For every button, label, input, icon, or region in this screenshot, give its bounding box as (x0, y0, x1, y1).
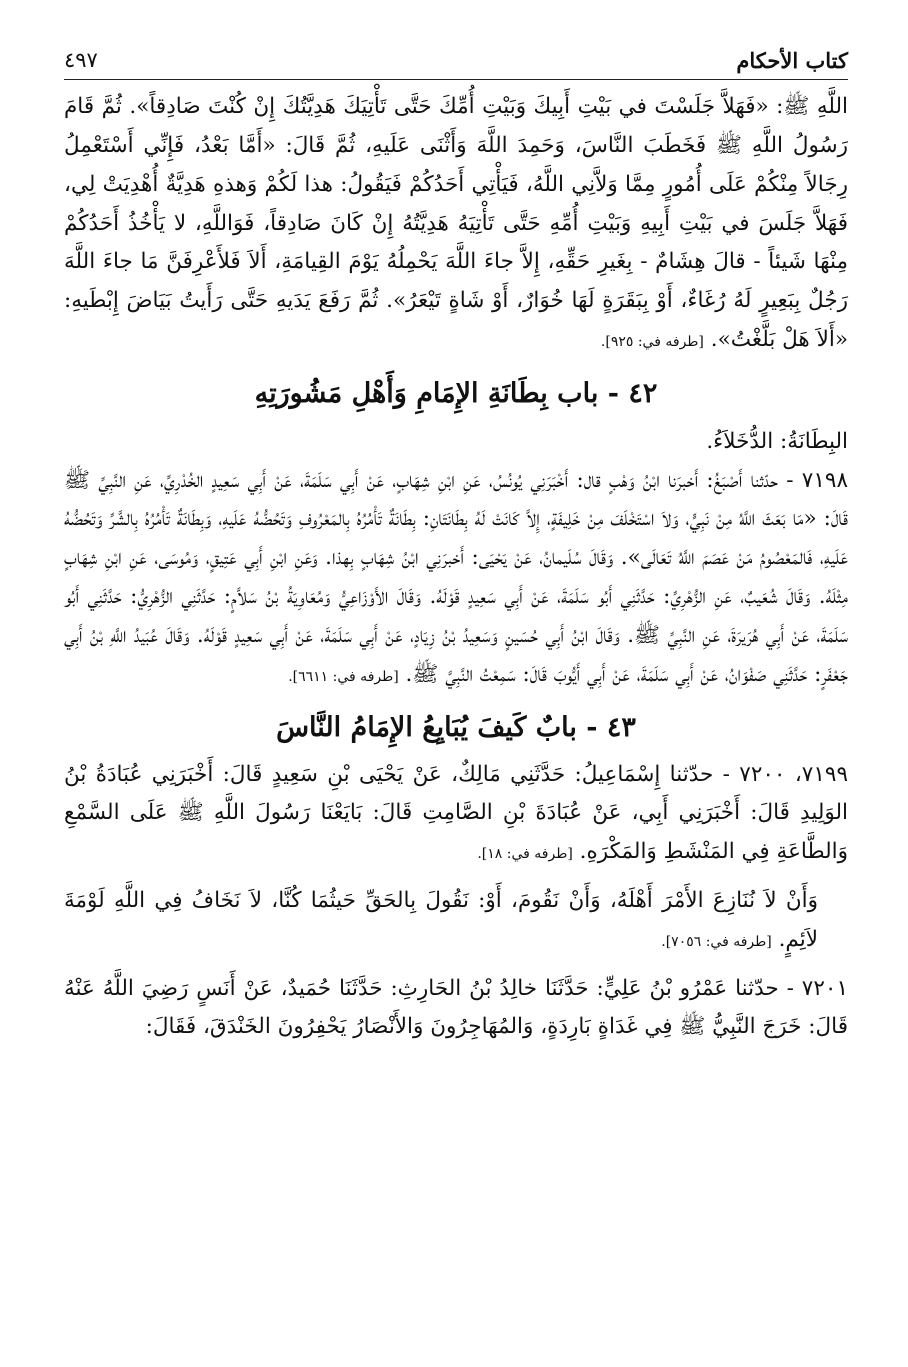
page-header (64, 48, 848, 80)
cross-reference: [طرفه في: ٩٢٥]. (600, 333, 704, 350)
paragraph-text: ٧١٩٩، ٧٢٠٠ - حدّثنا إِسْمَاعِيلُ: حَدَّثَنِي مَالِكٌ، عَنْ يَحْيَى بْنِ سَعِيدٍ قَالَ: أَخْبَرَنِي عُبَادَةُ بْنُ الوَلِيدِ قَالَ: أَخْبَرَنِي أَبِي، عَنْ عُبَادَةَ بْنِ الصَّامِتِ قَالَ: بَايَعْنَا رَسُولَ اللَّهِ ﷺ عَلَى السَّمْعِ وَالطَّاعَةِ فِي المَنْشَطِ وَالمَكْرَهِ. (64, 761, 848, 865)
book-title: كتاب الأحكام (736, 48, 848, 73)
cross-reference: [طرفه في: ٦٦١١]. (288, 668, 399, 685)
page-number: ٤٩٧ (64, 48, 98, 72)
hadith-continuation-2 (64, 882, 848, 962)
chapter-heading-42: ٤٢ - باب بِطَانَةِ الإِمَامِ وَأَهْلِ مَشُورَتِهِ (254, 377, 658, 409)
paragraph-text: وَأَنْ لاَ نُنَازِعَ الأَمْرَ أَهْلَهُ، وَأَنْ نَقُومَ، أَوْ: نَقُولَ بِالحَقِّ حَيثُمَا كُنَّا، لاَ نَخَافُ فِي اللَّهِ لَوْمَةَ لاَئِمٍ. (64, 887, 818, 952)
hadith-continuation (64, 88, 848, 362)
definition-text: البِطَانَةُ: الدُّخَلاَءُ. (706, 428, 848, 454)
cross-reference: [طرفه في: ١٨]. (477, 846, 573, 863)
hadith-7199-7200 (64, 756, 848, 874)
hadith-7198 (64, 462, 848, 697)
paragraph-text: ٧٢٠١ - حدّثنا عَمْرُو بْنُ عَلِيٍّ: حَدَّثَنَا خالِدُ بْنُ الحَارِثِ: حَدَّثَنَا حُمَيدٌ، عَنْ أَنَسٍ رَضِيَ اللَّهُ عَنْهُ قَالَ: خَرَجَ النَّبِيُّ ﷺ فِي غَدَاةٍ بَارِدَةٍ، وَالمُهَاجِرُونَ وَالأَنْصَارُ يَحْفِرُونَ الخَنْدَقَ، فَقَالَ: (64, 975, 848, 1040)
paragraph-text: اللَّهِ ﷺ: «فَهَلاَّ جَلَسْتَ في بَيْتِ أَبِيكَ وَبَيْتِ أُمِّكَ حَتَّى تَأْتِيَكَ هَدِيَّتُكَ إِنْ كُنْتَ صَادِقاً». ثُمَّ قَامَ رَسُولُ اللَّهِ ﷺ فَخَطَبَ النَّاسَ، وَحَمِدَ اللَّهَ وَأَثْنَى عَلَيهِ، ثُمَّ قَالَ: «أَمَّا بَعْدُ، فَإِنِّي أَسْتَعْمِلُ رِجَالاً مِنْكُمْ عَلَى أُمُورٍ مِمَّا وَلاَّنِي اللَّهُ، فَيَأْتِي أَحَدُكُمْ فَيَقُولُ: هذا لَكُمْ وَهذهِ هَدِيَّةٌ أُهْدِيَتْ لِي، فَهَلاَّ جَلَسَ في بَيْتِ أَبِيهِ وَبَيْتِ أُمِّهِ حَتَّى تَأْتِيَهُ هَدِيَّتُهُ إِنْ كَانَ صَادِقاً، فَوَاللَّهِ، لا يَأْخُذُ أَحَدُكُمْ مِنْهَا شَيئاً - قالَ هِشَامٌ - بِغَيرِ حَقِّهِ، إِلاَّ جاءَ اللَّهَ يَحْمِلُهُ يَوْمَ القِيامَةِ، أَلاَ فَلأَعْرِفَنَّ مَا جاءَ اللَّهَ رَجُلٌ بِبَعِيرٍ لَهُ رُغَاءٌ، أَوْ بِبَقَرَةٍ لَهَا خُوَارٌ، أَوْ شَاةٍ تَيْعَرُ». ثُمَّ رَفَعَ يَدَيهِ حَتَّى رَأَيتُ بَيَاضَ إِبْطَيهِ: «أَلاَ هَلْ بَلَّغْتُ». (64, 94, 848, 352)
chapter-heading-43: ٤٣ - بابٌ كَيفَ يُبَايِعُ الإِمَامُ النَّاسَ (276, 712, 636, 744)
paragraph-text: ٧١٩٨ - حدّثنا أَصْبَغُ: أَخبرَنا ابْنُ وَهْبٍ قال: أَخْبَرَنِي يُونُسُ، عَنِ ابْنِ شِهَابٍ، عَنْ أَبِي سَلَمَةَ، عَنْ أَبِي سَعِيدٍ الخُدْرِيِّ، عَنِ النَّبِيِّ ﷺ قَالَ: «مَا بَعَثَ اللَّهُ مِنْ نَبِيٍّ، وَلاَ اسْتَخْلَفَ مِنْ خَلِيفَةٍ، إِلاَّ كَانَتْ لَهُ بِطَانَتَانِ: بِطَانَةٌ تَأْمُرُهُ بِالمَعْرُوفِ وَتَحُضُّهُ عَلَيهِ، وَبِطَانَةٌ تَأْمُرُهُ بِالشَّرِّ وَتَحُضُّهُ عَلَيهِ، فَالمَعْصُومُ مَنْ عَصَمَ اللَّهُ تَعَالَى». وَقَالَ سُلَيمانُ، عَنْ يَحْيَى: أَخبرَنِي ابْنُ شِهَابٍ بِهذا. وَعَنِ ابْنِ أَبِي عَتِيقٍ، وَمُوسَى، عَنِ ابْنِ شِهَابٍ مِثْلَهُ. وَقَالَ شُعَيبٌ، عَنِ الزُّهْرِيِّ: حَدَّثَنِي أَبُو سَلَمَةَ، عَنْ أَبِي سَعِيدٍ قَوْلَهُ. وَقَالَ الأَوْزَاعِيُّ وَمُعَاوِيَةُ بْنُ سَلاَّمٍ: حَدَّثَنِي الزُّهْرِيُّ: حَدَّثَنِي أَبُو سَلَمَةَ، عَنْ أَبِي هُرَيرَةَ، عَنِ النَّبِيِّ ﷺ. وَقَالَ ابْنُ أَبِي حُسَينٍ وَسَعِيدُ بْنُ زِيَادٍ، عَنْ أَبِي سَلَمَةَ، عَنْ أَبِي سَعِيدٍ قَوْلَهُ. وَقَالَ عُبَيدُ اللَّهِ بْنُ أَبِي جَعْفَرٍ: حَدَّثَنِي صَفْوَانُ، عَنْ أَبِي سَلَمَةَ، عَنْ أَبِي أَيُّوبَ قَالَ: سَمِعْتُ النَّبِيَّ ﷺ. (64, 467, 848, 687)
cross-reference: [طرفه في: ٧٠٥٦]. (661, 933, 772, 950)
book-page (64, 48, 848, 1047)
hadith-7201 (64, 970, 848, 1048)
